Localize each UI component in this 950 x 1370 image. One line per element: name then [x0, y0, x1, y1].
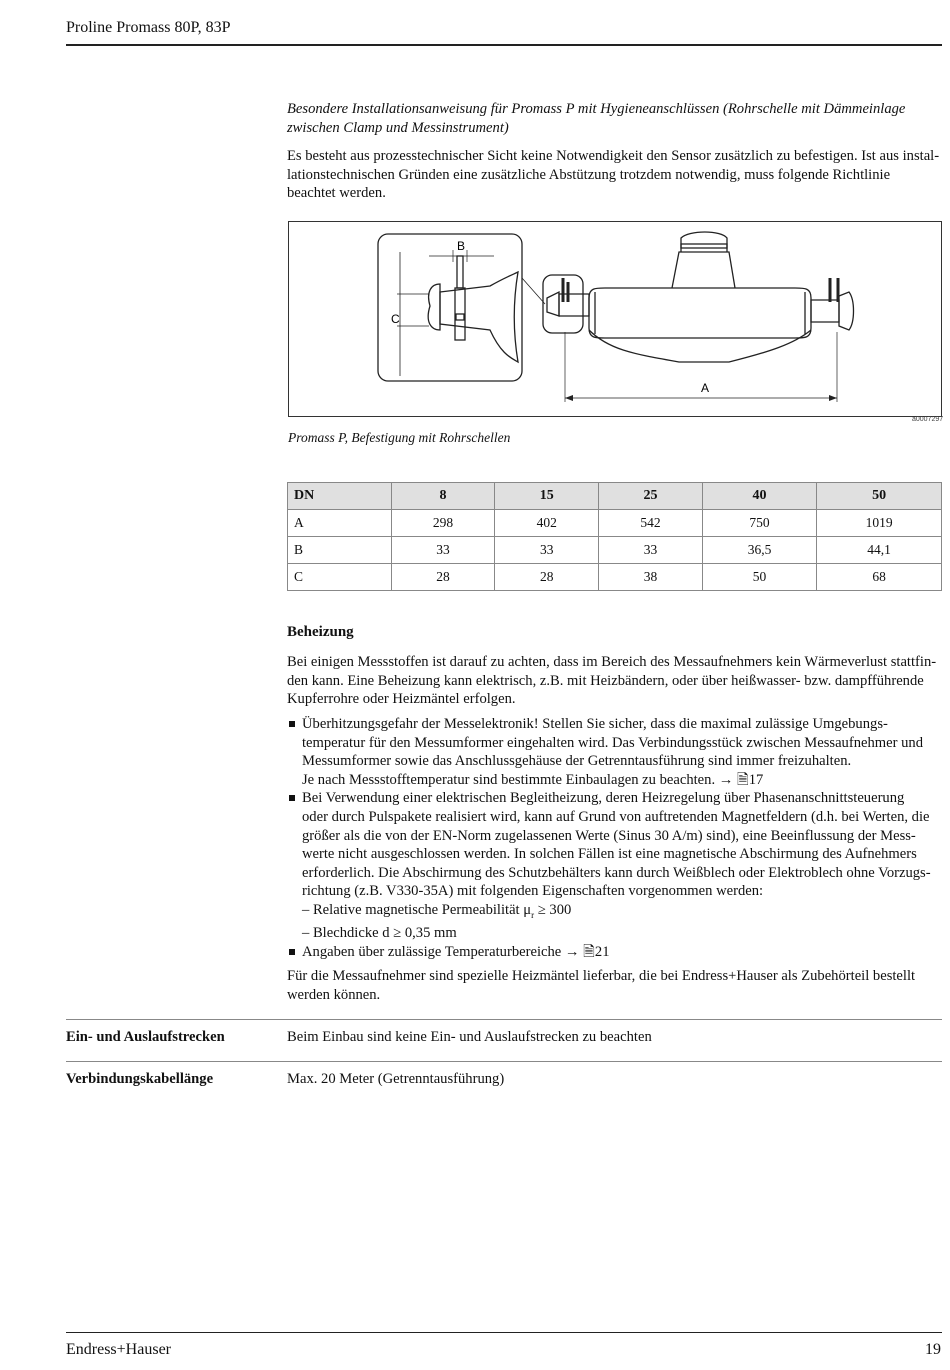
clamp-flange: [428, 284, 440, 330]
table-row: [288, 537, 942, 564]
page-reference-link[interactable]: 21: [594, 944, 610, 961]
text-line: erforderlich. Die Abschirmung des Schutzbehälters kann durch Weißblech oder Elektroblech ohne Vorzugs-: [302, 864, 931, 881]
list-item: [287, 943, 942, 962]
column-header: DN: [288, 483, 392, 510]
text-line: oder durch Pulspakete realisiert wird, kann auf Grund von auftretenden Magnetfeldern (d.h. bei Werten, die: [302, 808, 930, 825]
figure-id: a0007297: [912, 416, 944, 423]
text-line: Je nach Messstofftemperatur sind bestimmte Einbaulagen zu beachten.: [302, 771, 716, 788]
label-c: C: [391, 312, 400, 326]
row-value: Beim Einbau sind keine Ein- und Auslaufstrecken zu beachten: [287, 1029, 652, 1045]
text-line: lationstechnischen Gründen eine zusätzliche Abstützung trotzdem notwendig, muss folgende Richtlinie: [287, 166, 891, 183]
heating-bullet-list: [287, 715, 942, 962]
list-item: [287, 789, 942, 943]
text-line: Kupferrohre oder Heizmäntel erfolgen.: [287, 691, 516, 708]
mounting-figure: [288, 221, 942, 417]
page-number: 19: [925, 1341, 941, 1358]
column-header: 15: [495, 483, 599, 510]
section-divider: [66, 1019, 942, 1020]
arrow-icon: →: [718, 771, 734, 788]
text-line: – Relative magnetische Permeabilität μ: [302, 901, 532, 918]
table-cell: A: [288, 510, 392, 537]
text-line: Bei einigen Messstoffen ist darauf zu achten, dass im Bereich des Messaufnehmers kein Wärmeverlust stattfin-: [287, 654, 937, 670]
subtitle-line: zwischen Clamp und Messinstrument): [287, 119, 509, 136]
table-cell: 50: [702, 564, 816, 591]
column-header: 8: [391, 483, 495, 510]
row-label: Verbindungskabellänge: [66, 1071, 214, 1087]
tube-end: [440, 272, 518, 362]
sensor-neck: [672, 252, 735, 288]
table-cell: 28: [495, 564, 599, 591]
table-cell: C: [288, 564, 392, 591]
text-line: [302, 771, 942, 790]
column-header: 50: [817, 483, 942, 510]
text-line: [302, 943, 942, 962]
text-line: beachtet werden.: [287, 185, 386, 202]
footer-brand: Endress+Hauser: [66, 1341, 171, 1358]
text-line: Messumformer sowie das Anschlussgehäuse der Getrenntausführung sind immer freizuhalten.: [302, 753, 852, 770]
table-cell: 36,5: [702, 537, 816, 564]
document-header-title: Proline Promass 80P, 83P: [66, 19, 231, 36]
figure-caption: Promass P, Befestigung mit Rohrschellen: [288, 430, 511, 445]
text-line: den kann. Eine Beheizung kann elektrisch, z.B. mit Heizbändern, oder über heißwasser- bzw. dampfführende: [287, 672, 924, 689]
bullet-square-icon: [289, 795, 295, 801]
section-subtitle: [287, 100, 942, 137]
table-cell: 33: [495, 537, 599, 564]
text-line: richtung (z.B. V330-35A) mit folgenden Eigenschaften vorgenommen werden:: [302, 883, 764, 900]
heating-paragraph: [287, 653, 942, 709]
clamp-screw: [456, 314, 464, 320]
page-reference-link[interactable]: 17: [748, 771, 764, 788]
table-cell: 33: [599, 537, 703, 564]
column-header: 40: [702, 483, 816, 510]
text-line: Angaben über zulässige Temperaturbereiche: [302, 944, 562, 961]
dimensions-table: [287, 482, 942, 591]
text-line: Überhitzungsgefahr der Messelektronik! Stellen Sie sicher, dass die maximal zulässige Umgebungs-: [302, 716, 888, 732]
row-label: Ein- und Auslaufstrecken: [66, 1029, 225, 1045]
intro-paragraph: [287, 147, 942, 203]
table-cell: 402: [495, 510, 599, 537]
sub-item: [302, 901, 942, 925]
table-cell: 1019: [817, 510, 942, 537]
section-heading: Beheizung: [287, 624, 354, 640]
page-ref-icon: 🗎: [583, 944, 595, 961]
text-line: temperatur für den Messumformer eingehalten wird. Das Verbindungsstück zwischen Messaufnehmer und: [302, 734, 924, 751]
page-ref-icon: 🗎: [737, 771, 749, 788]
bullet-square-icon: [289, 949, 295, 955]
sub-item: – Blechdicke d ≥ 0,35 mm: [302, 925, 457, 942]
table-cell: 750: [702, 510, 816, 537]
label-a: A: [701, 381, 710, 395]
row-value: Max. 20 Meter (Getrenntausführung): [287, 1071, 505, 1087]
table-cell: B: [288, 537, 392, 564]
text-line: werte nicht ausgeschlossen werden. In solchen Fällen ist eine magnetische Abschirmung des Aufnehmers: [302, 846, 917, 863]
table-cell: 44,1: [817, 537, 942, 564]
heating-closing-paragraph: [287, 967, 942, 1004]
text-line: werden können.: [287, 986, 381, 1003]
clamp-rod: [457, 256, 463, 288]
subscript: r: [531, 909, 535, 920]
sensor-body: [589, 288, 811, 338]
table-row: [288, 564, 942, 591]
text-line: Bei Verwendung einer elektrischen Begleitheizung, deren Heizregelung über Phasenanschnittsteuerung: [302, 790, 905, 807]
table-row: [288, 510, 942, 537]
table-cell: 33: [391, 537, 495, 564]
sensor-drawing: [289, 222, 941, 416]
sensor-head: [681, 232, 727, 252]
subtitle-line: Besondere Installationsanweisung für Promass P mit Hygieneanschlüssen (Rohrschelle mit Dämmeinlage: [287, 101, 906, 117]
header-rule: [66, 44, 942, 46]
text-line: Für die Messaufnehmer sind spezielle Heizmäntel lieferbar, die bei Endress+Hauser als Zubehörteil bestellt: [287, 968, 916, 984]
table-cell: 38: [599, 564, 703, 591]
section-divider: [66, 1061, 942, 1062]
label-b: B: [457, 239, 466, 253]
table-cell: 68: [817, 564, 942, 591]
table-cell: 28: [391, 564, 495, 591]
bullet-square-icon: [289, 721, 295, 727]
column-header: 25: [599, 483, 703, 510]
table-cell: 542: [599, 510, 703, 537]
arrow-icon: →: [564, 944, 580, 961]
table-cell: 298: [391, 510, 495, 537]
footer-rule: [66, 1332, 942, 1333]
list-item: [287, 715, 942, 789]
text-line: ≥ 300: [534, 901, 572, 918]
table-header-row: [288, 483, 942, 510]
text-line: Es besteht aus prozesstechnischer Sicht keine Notwendigkeit den Sensor zusätzlich zu befestigen. Ist aus instal-: [287, 148, 940, 164]
text-line: größer als die von der EN-Norm zugelassenen Werte (Sinus 30 A/m) sind), eine Beeinflussung der Mess-: [302, 827, 916, 844]
sensor-belly: [589, 330, 811, 362]
